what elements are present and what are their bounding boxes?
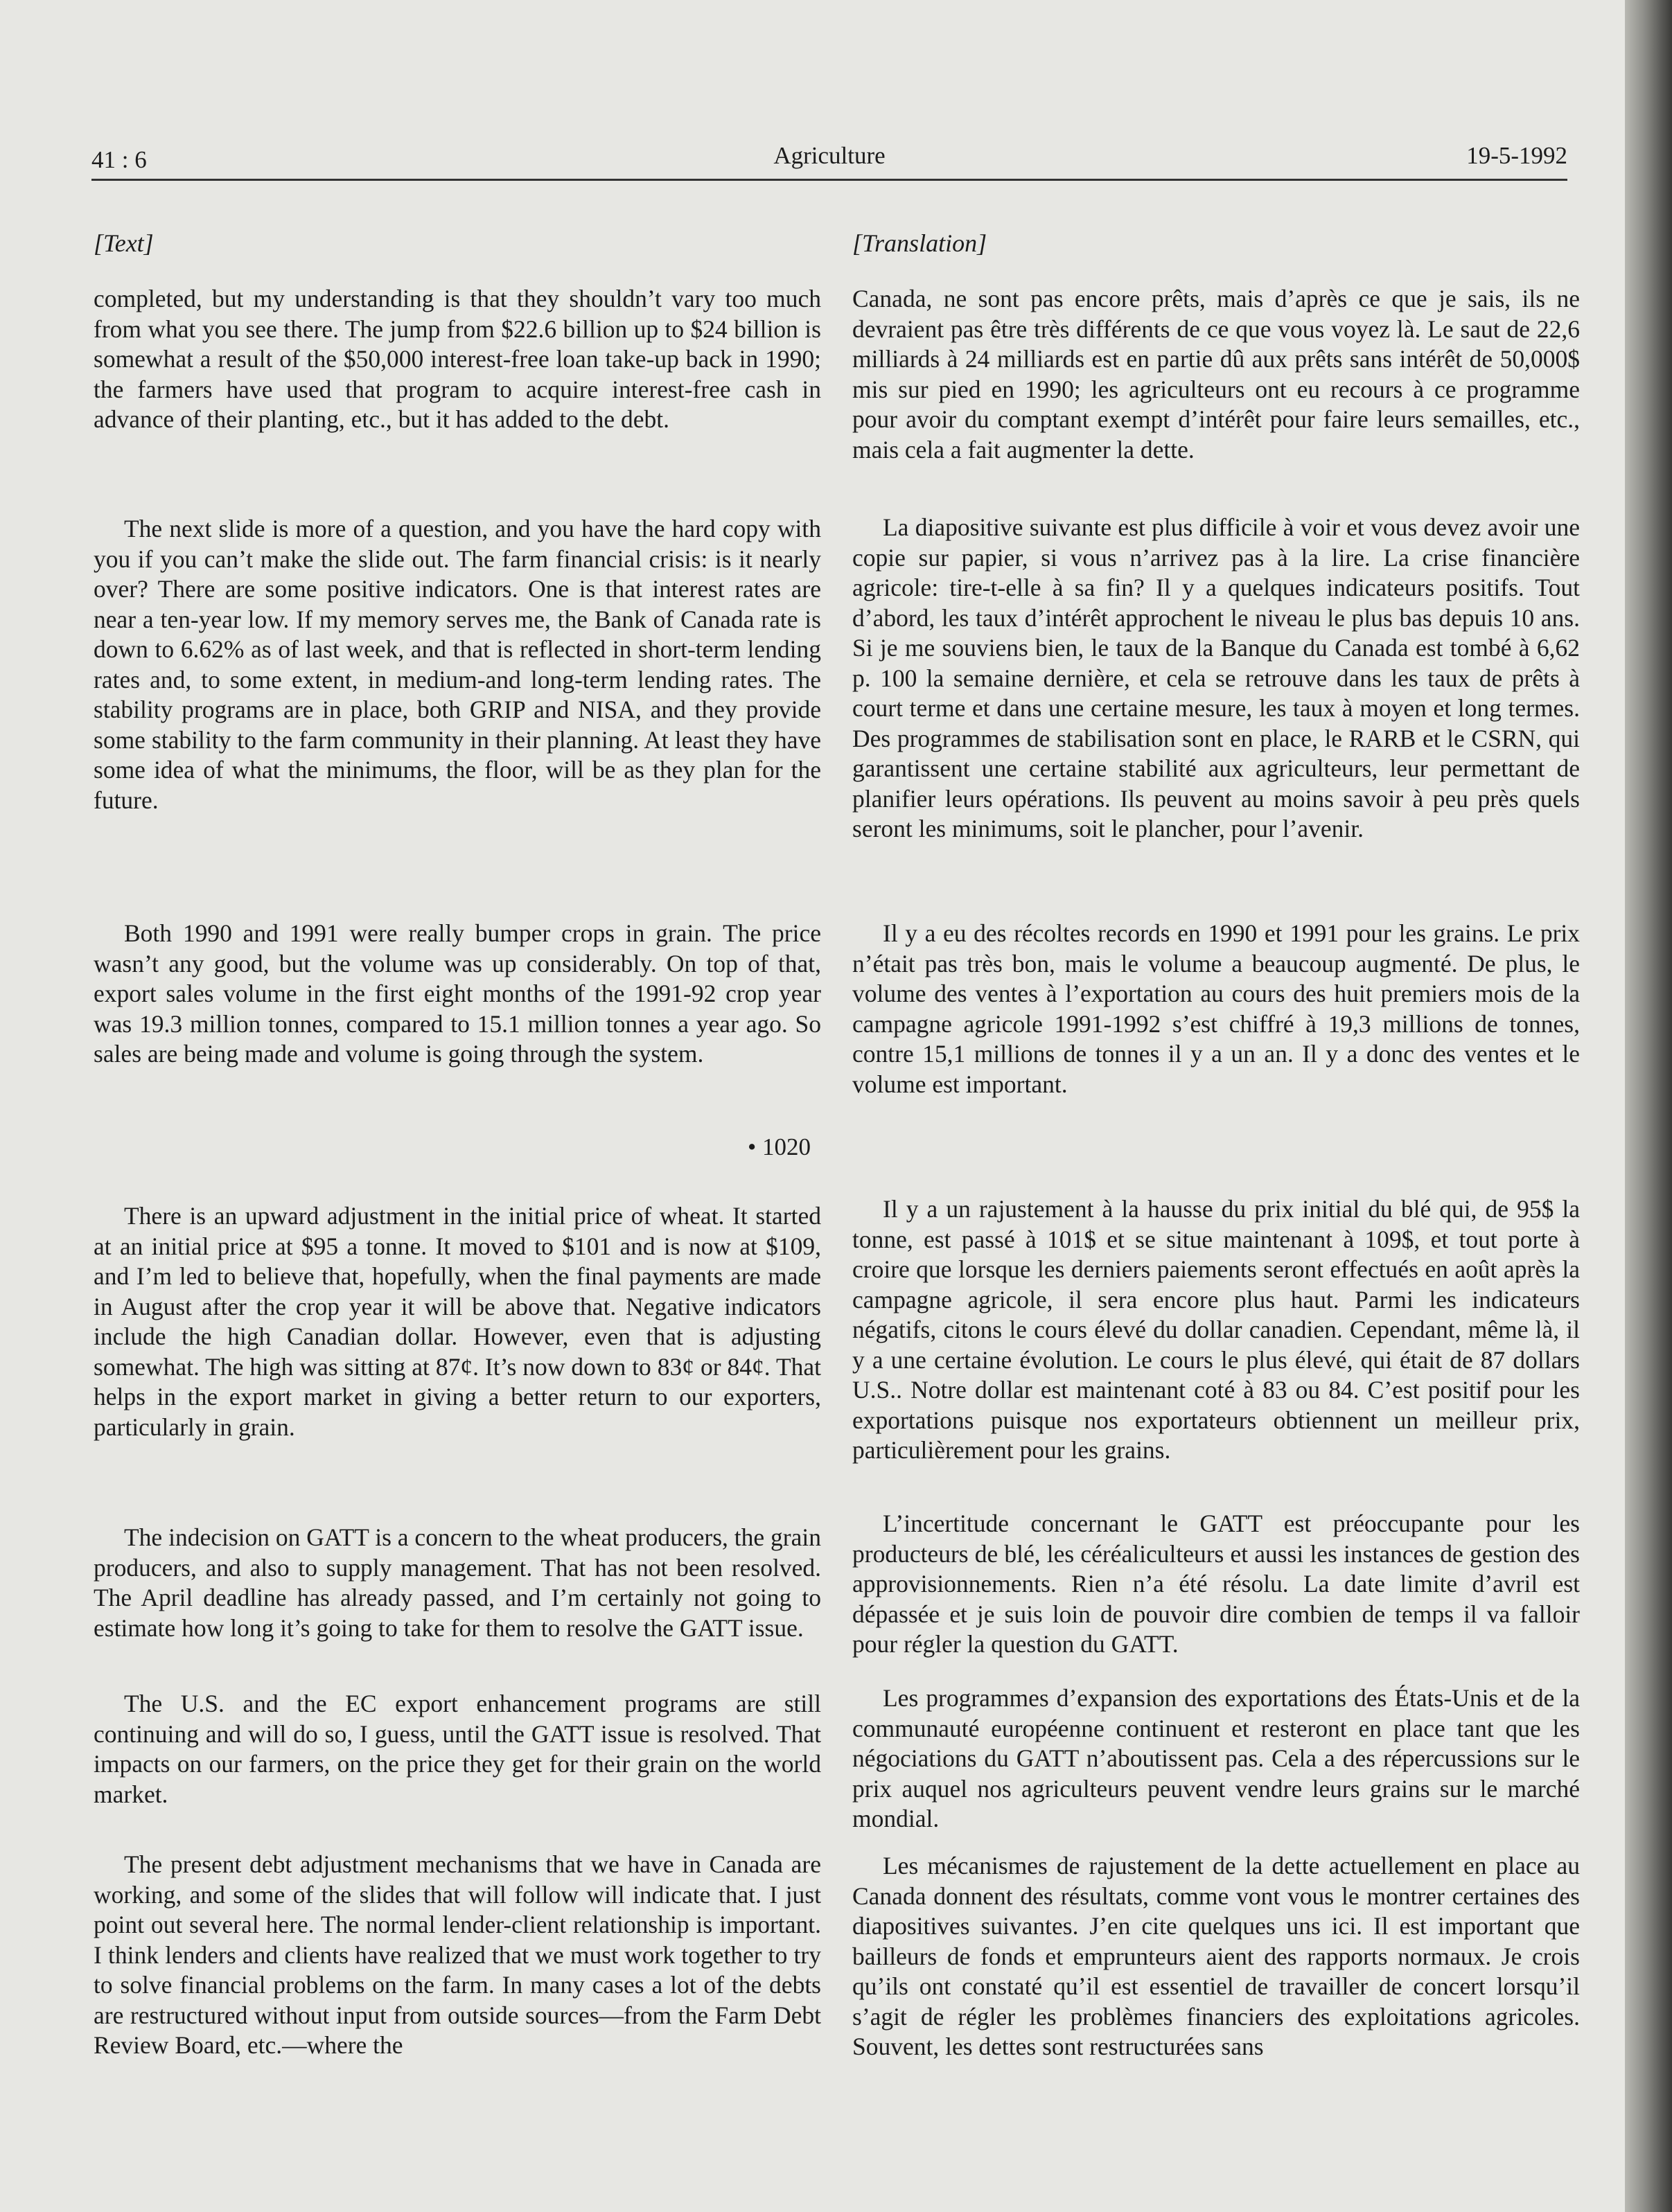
- paragraph: The indecision on GATT is a concern to the wheat producers, the grain producers, and also to supply management. That has not been resolved. The April deadline has already passed, and I’m certainly not going to estimate how long it’s going to take for them to resolve the GATT issue.: [94, 1523, 821, 1642]
- binding-edge: [1625, 0, 1672, 2212]
- paragraph: The present debt adjustment mechanisms that we have in Canada are working, and some of the slides that will follow will indicate that. I just point out several here. The normal lender-client relationship is important. I think lenders and clients have realized that we must work together to try to solve financial problems on the farm. In many cases a lot of the debts are restructured without input from outside sources—from the Farm Debt Review Board, etc.—where the: [94, 1850, 821, 2059]
- paragraph: There is an upward adjustment in the initial price of wheat. It started at an initial price at $95 a tonne. It moved to $101 and is now at $109, and I’m led to believe that, hopefully, when the final payments are made in August after the crop year it will be above that. Negative indicators include the high Canadian dollar. However, even that is adjusting somewhat. The high was sitting at 87¢. It’s now down to 83¢ or 84¢. That helps in the export market in giving a better return to our exporters, particularly in grain.: [94, 1202, 821, 1441]
- time-marker: • 1020: [748, 1133, 811, 1160]
- paragraph: Both 1990 and 1991 were really bumper crops in grain. The price wasn’t any good, but the volume was up considerably. On top of that, export sales volume in the first eight months of the 1991-92 crop year was 19.3 million tonnes, compared to 15.1 million tonnes a year ago. So sales are being made and volume is going through the system.: [94, 919, 821, 1068]
- running-header: [91, 142, 1567, 181]
- paragraph: Il y a eu des récoltes records en 1990 et 1991 pour les grains. Le prix n’était pas très bon, mais le volume a beaucoup augmenté. De plus, le volume des ventes à l’exportation au cours des huit premiers mois de la campagne agricole 1991-1992 s’est chiffré à 19,3 millions de tonnes, contre 15,1 millions de tonnes il y a un an. Il y a donc des ventes et le volume est important.: [852, 919, 1580, 1098]
- section-title: Agriculture: [773, 142, 886, 169]
- paragraph: Les programmes d’expansion des exportations des États-Unis et de la communauté européenne continuent et resteront en place tant que les négociations du GATT n’aboutissent pas. Cela a des répercussions sur le prix auquel nos agriculteurs peuvent vendre leurs grains sur le marché mondial.: [852, 1684, 1580, 1832]
- sitting-date: 19-5-1992: [1466, 142, 1567, 169]
- paragraph: L’incertitude concernant le GATT est préoccupante pour les producteurs de blé, les céréaliculteurs et aussi les instances de gestion des approvisionnements. Rien n’a été résolu. La date limite d’avril est dépassée et je suis loin de pouvoir dire combien de temps il va falloir pour régler la question du GATT.: [852, 1510, 1580, 1658]
- text-label: [Text]: [94, 229, 154, 257]
- paragraph: Canada, ne sont pas encore prêts, mais d’après ce que je sais, ils ne devraient pas être très différents de ce que vous voyez là. Le saut de 22,6 milliards à 24 milliards est en partie dû aux prêts sans intérêt de 50,000$ mis sur pied en 1990; les agriculteurs ont eu recours à ce programme pour avoir du comptant exempt d’intérêt pour faire leurs semailles, etc., mais cela a fait augmenter la dette.: [852, 285, 1580, 463]
- translation-label: [Translation]: [852, 229, 987, 257]
- paragraph: Les mécanismes de rajustement de la dette actuellement en place au Canada donnent des résultats, comme vont vous le montrer certaines des diapositives suivantes. J’en cite quelques uns ici. Il est important que bailleurs de fonds et emprunteurs aient des rapports normaux. Je crois qu’ils ont constaté qu’il est essentiel de travailler de concert lorsqu’il s’agit de régler les problèmes financiers des exploitations agricoles. Souvent, les dettes sont restructurées sans: [852, 1852, 1580, 2060]
- paragraph: La diapositive suivante est plus difficile à voir et vous devez avoir une copie sur papier, si vous n’arrivez pas à la lire. La crise financière agricole: tire-t-elle à sa fin? Il y a quelques indicateurs positifs. Tout d’abord, les taux d’intérêt approchent le niveau le plus bas depuis 10 ans. Si je me souviens bien, le taux de la Banque du Canada est tombé à 6,62 p. 100 la semaine dernière, et cela se retrouve dans les taux de prêts à court terme et dans une certaine mesure, les taux à moyen et long termes. Des programmes de stabilisation sont en place, le RARB et le CSRN, qui garantissent une certaine stabilité aux agriculteurs, leur permettant de planifier leurs opérations. Ils peuvent au moins savoir à peu près quels seront les minimums, soit le plancher, pour l’avenir.: [852, 513, 1580, 842]
- paragraph: Il y a un rajustement à la hausse du prix initial du blé qui, de 95$ la tonne, est passé à 101$ et se situe maintenant à 109$, et tout porte à croire que lorsque les derniers paiements seront effectués en août après la campagne agricole, il sera encore plus haut. Parmi les indicateurs négatifs, citons le cours élevé du dollar canadien. Cependant, même là, il y a une certaine évolution. Le cours le plus élevé, qui était de 87 dollars U.S.. Notre dollar est maintenant coté à 83 ou 84. C’est positif pour les exportations puisque nos exportateurs obtiennent un meilleur prix, particulièrement pour les grains.: [852, 1195, 1580, 1464]
- paragraph: completed, but my understanding is that they shouldn’t vary too much from what you see there. The jump from $22.6 billion up to $24 billion is somewhat a result of the $50,000 interest-free loan take-up back in 1990; the farmers have used that program to acquire interest-free cash in advance of their planting, etc., but it has added to the debt.: [94, 285, 821, 433]
- header-rule: [91, 179, 1567, 181]
- paragraph: The next slide is more of a question, and you have the hard copy with you if you can’t make the slide out. The farm financial crisis: is it nearly over? There are some positive indicators. One is that interest rates are near a ten-year low. If my memory serves me, the Bank of Canada rate is down to 6.62% as of last week, and that is reflected in short-term lending rates and, to some extent, in medium-and long-term lending rates. The stability programs are in place, both GRIP and NISA, and they provide some stability to the farm community in their planning. At least they have some idea of what the minimums, the floor, will be as they plan for the future.: [94, 515, 821, 814]
- paragraph: The U.S. and the EC export enhancement programs are still continuing and will do so, I guess, until the GATT issue is resolved. That impacts on our farmers, on the price they get for their grain on the world market.: [94, 1690, 821, 1808]
- page-number: 41 : 6: [91, 146, 147, 173]
